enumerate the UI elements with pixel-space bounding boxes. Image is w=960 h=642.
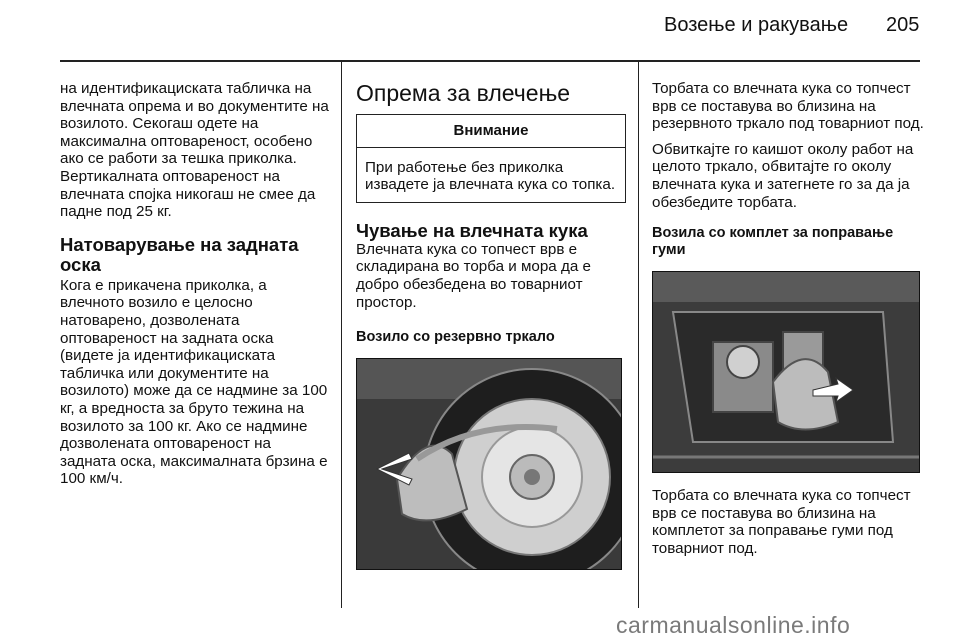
spare-wheel-photo — [356, 358, 622, 570]
strap-paragraph: Обвиткајте го каишот околу работ на целото тркало, обвитајте го околу влечната кука и затегнете го за да ја обезбедите торбата. — [652, 140, 914, 211]
column-3 — [652, 80, 924, 558]
bag-position-paragraph: Торбата со влечната кука со топчест врв се поставува во близина на резервното тркало под товарниот под. — [652, 80, 924, 133]
header-rule — [60, 60, 920, 62]
warning-box — [356, 114, 626, 203]
storage-heading: Чување на влечната кука — [356, 219, 588, 241]
repair-kit-heading: Возила со комплет за поправање гуми — [652, 225, 894, 259]
rear-axle-paragraph: Кога е прикачена приколка, а влечното возило е целосно натоварено, дозволената оптовареност на задната оска (видете ја идентификациската табличка или документите на возилото) може да се надмине за 100 кг, а вредноста за бруто тежина на возилото за 100 кг. Ако се надмине дозволената оптовареност на задната оска, максималната брзина е 100 км/ч. — [60, 276, 328, 488]
page-header — [0, 0, 960, 60]
column-2 — [356, 80, 626, 570]
repair-kit-paragraph: Торбата со влечната кука со топчест врв се поставува во близина на комплетот за поправање гуми под товарниот под. — [652, 487, 911, 557]
storage-paragraph: Влечната кука со топчест врв е складирана во торба и мора да е добро обезбедена во товарниот простор. — [356, 240, 591, 311]
warning-text: При работење без приколка извадете ја влечната кука со топка. — [365, 158, 616, 194]
page-number: 205 — [886, 14, 920, 36]
column-divider-2 — [638, 62, 639, 608]
repair-kit-photo — [652, 271, 920, 473]
rear-axle-heading: Натоварување на задната оска — [60, 233, 299, 275]
column-1 — [60, 80, 330, 488]
warning-title: Внимание — [357, 115, 625, 148]
column-divider-1 — [341, 62, 342, 608]
spare-wheel-heading: Возило со резервно тркало — [356, 329, 555, 346]
section-heading: Опрема за влечење — [356, 80, 571, 106]
header-title: Возење и ракување — [664, 14, 849, 36]
intro-paragraph: на идентификациската табличка на влечната опрема и во документите на возилото. Секогаш одете на максимална оптовареност, особено ако се работи за тешка приколка. Вертикалната оптовареност на влечната спојка никогаш не смее да падне под 25 кг. — [60, 80, 329, 221]
watermark: carmanualsonline.info — [616, 612, 851, 638]
